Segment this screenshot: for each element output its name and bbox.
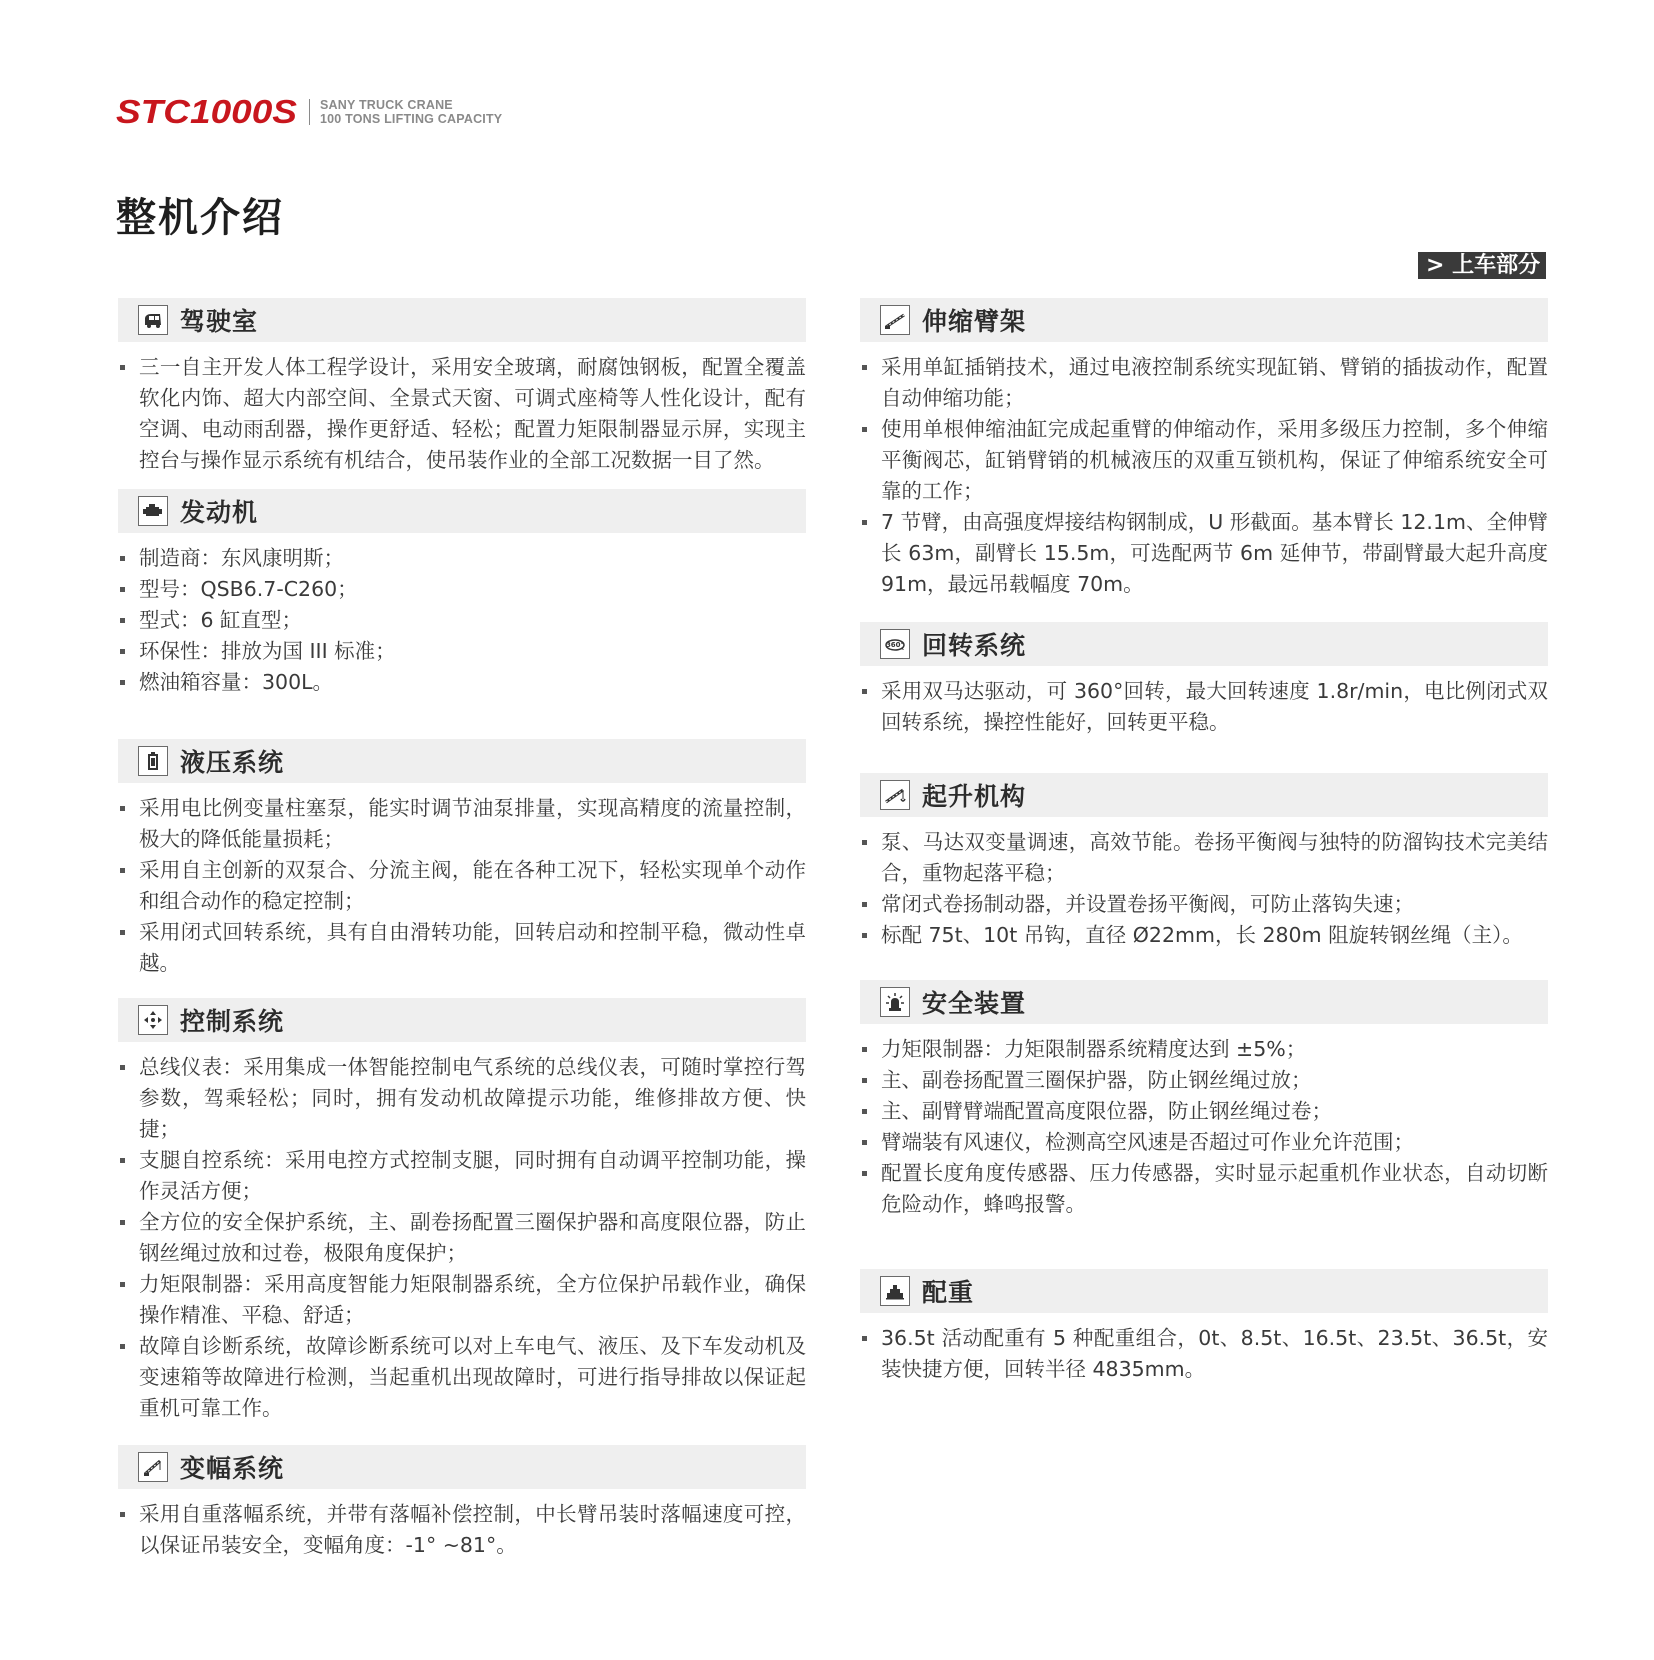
svg-text:360°: 360° <box>885 641 905 649</box>
list-item: 常闭式卷扬制动器，并设置卷扬平衡阀，可防止落钩失速； <box>860 889 1548 920</box>
cab-icon <box>138 305 168 335</box>
brand-header <box>116 93 503 130</box>
section-hoisting <box>860 773 1548 951</box>
section-title: 安全装置 <box>922 989 1027 1018</box>
list-item: 主、副卷扬配置三圈保护器，防止钢丝绳过放； <box>860 1065 1548 1096</box>
section-list <box>860 1024 1548 1220</box>
section-list <box>860 1313 1548 1385</box>
list-item: 故障自诊断系统，故障诊断系统可以对上车电气、液压、及下车发动机及变速箱等故障进行检测，当起重机出现故障时，可进行指导排故以保证起重机可靠工作。 <box>118 1331 806 1424</box>
section-header <box>860 622 1548 666</box>
safety-light-icon <box>880 987 910 1017</box>
section-title: 伸缩臂架 <box>922 307 1027 336</box>
product-logo: STC1000S <box>116 93 297 130</box>
list-item: 制造商：东风康明斯； <box>118 543 806 574</box>
engine-icon <box>138 496 168 526</box>
list-item: 支腿自控系统：采用电控方式控制支腿，同时拥有自动调平控制功能，操作灵活方便； <box>118 1145 806 1207</box>
brand-subtitle-line2: 100 TONS LIFTING CAPACITY <box>320 112 503 126</box>
section-slewing <box>860 622 1548 738</box>
list-item: 采用双马达驱动，可 360°回转，最大回转速度 1.8r/min，电比例闭式双回转系统，操控性能好，回转更平稳。 <box>860 676 1548 738</box>
section-list <box>860 342 1548 600</box>
brand-subtitle-line1: SANY TRUCK CRANE <box>320 98 453 112</box>
section-title: 配重 <box>922 1278 975 1307</box>
section-list <box>118 1489 806 1561</box>
list-item: 使用单根伸缩油缸完成起重臂的伸缩动作，采用多级压力控制，多个伸缩平衡阀芯，缸销臂销的机械液压的双重互锁机构，保证了伸缩系统安全可靠的工作； <box>860 414 1548 507</box>
section-cab <box>118 298 806 476</box>
list-item: 36.5t 活动配重有 5 种配重组合，0t、8.5t、16.5t、23.5t、36.5t，安装快捷方便，回转半径 4835mm。 <box>860 1323 1548 1385</box>
section-header <box>860 773 1548 817</box>
list-item: 全方位的安全保护系统，主、副卷扬配置三圈保护器和高度限位器，防止钢丝绳过放和过卷，极限角度保护； <box>118 1207 806 1269</box>
section-title: 驾驶室 <box>180 307 259 336</box>
list-item: 主、副臂臂端配置高度限位器，防止钢丝绳过卷； <box>860 1096 1548 1127</box>
list-item: 力矩限制器：采用高度智能力矩限制器系统，全方位保护吊载作业，确保操作精准、平稳、舒适； <box>118 1269 806 1331</box>
list-item: 型式：6 缸直型； <box>118 605 806 636</box>
list-item: 型号：QSB6.7-C260； <box>118 574 806 605</box>
section-list <box>118 1042 806 1424</box>
brand-subtitle <box>320 98 502 126</box>
section-counterweight <box>860 1269 1548 1385</box>
section-title: 变幅系统 <box>180 1454 285 1483</box>
section-hydraulic <box>118 739 806 979</box>
section-title: 起升机构 <box>922 782 1027 811</box>
hydraulic-icon <box>138 746 168 776</box>
list-item: 配置长度角度传感器、压力传感器，实时显示起重机作业状态，自动切断危险动作，蜂鸣报警。 <box>860 1158 1548 1220</box>
section-header <box>118 998 806 1042</box>
section-safety <box>860 980 1548 1220</box>
list-item: 燃油箱容量：300L。 <box>118 667 806 698</box>
brand-divider <box>309 99 310 125</box>
section-list <box>860 666 1548 738</box>
section-list <box>118 783 806 979</box>
section-header <box>860 298 1548 342</box>
list-item: 采用单缸插销技术，通过电液控制系统实现缸销、臂销的插拔动作，配置自动伸缩功能； <box>860 352 1548 414</box>
list-item: 力矩限制器：力矩限制器系统精度达到 ±5%； <box>860 1034 1548 1065</box>
section-telescopic-boom <box>860 298 1548 600</box>
list-item: 标配 75t、10t 吊钩，直径 Ø22mm，长 280m 阻旋转钢丝绳（主）。 <box>860 920 1548 951</box>
list-item: 总线仪表：采用集成一体智能控制电气系统的总线仪表，可随时掌控行驾参数，驾乘轻松；同时，拥有发动机故障提示功能，维修排故方便、快捷； <box>118 1052 806 1145</box>
section-title: 发动机 <box>180 498 259 527</box>
slewing-360-icon <box>880 629 910 659</box>
section-luffing <box>118 1445 806 1561</box>
section-list <box>860 817 1548 951</box>
list-item: 采用自重落幅系统，并带有落幅补偿控制，中长臂吊装时落幅速度可控，以保证吊装安全，变幅角度：-1° ~81°。 <box>118 1499 806 1561</box>
list-item: 泵、马达双变量调速，高效节能。卷扬平衡阀与独特的防溜钩技术完美结合，重物起落平稳； <box>860 827 1548 889</box>
section-header <box>118 739 806 783</box>
list-item: 采用闭式回转系统，具有自由滑转功能，回转启动和控制平稳，微动性卓越。 <box>118 917 806 979</box>
section-header <box>860 1269 1548 1313</box>
section-title: 控制系统 <box>180 1007 285 1036</box>
section-title: 液压系统 <box>180 748 285 777</box>
list-item: 三一自主开发人体工程学设计，采用安全玻璃，耐腐蚀钢板，配置全覆盖软化内饰、超大内部空间、全景式天窗、可调式座椅等人性化设计，配有空调、电动雨刮器，操作更舒适、轻松；配置力矩限制器显示屏，实现主控台与操作显示系统有机结合，使吊装作业的全部工况数据一目了然。 <box>118 352 806 476</box>
list-item: 采用自主创新的双泵合、分流主阀，能在各种工况下，轻松实现单个动作和组合动作的稳定控制； <box>118 855 806 917</box>
section-header <box>118 298 806 342</box>
control-icon <box>138 1005 168 1035</box>
list-item: 环保性：排放为国 III 标准； <box>118 636 806 667</box>
telescopic-boom-icon <box>880 305 910 335</box>
section-tag: > 上车部分 <box>1418 252 1546 279</box>
section-header <box>118 489 806 533</box>
list-item: 采用电比例变量柱塞泵，能实时调节油泵排量，实现高精度的流量控制，极大的降低能量损耗； <box>118 793 806 855</box>
counterweight-icon <box>880 1276 910 1306</box>
hoisting-icon <box>880 780 910 810</box>
section-list <box>118 533 806 698</box>
section-header <box>860 980 1548 1024</box>
page-title: 整机介绍 <box>116 195 284 241</box>
section-engine <box>118 489 806 698</box>
list-item: 7 节臂，由高强度焊接结构钢制成，U 形截面。基本臂长 12.1m、全伸臂长 63m，副臂长 15.5m，可选配两节 6m 延伸节，带副臂最大起升高度 91m，最远吊载幅度 70m。 <box>860 507 1548 600</box>
section-title: 回转系统 <box>922 631 1027 660</box>
list-item: 臂端装有风速仪，检测高空风速是否超过可作业允许范围； <box>860 1127 1548 1158</box>
luffing-icon <box>138 1452 168 1482</box>
section-header <box>118 1445 806 1489</box>
section-list <box>118 342 806 476</box>
section-control <box>118 998 806 1424</box>
